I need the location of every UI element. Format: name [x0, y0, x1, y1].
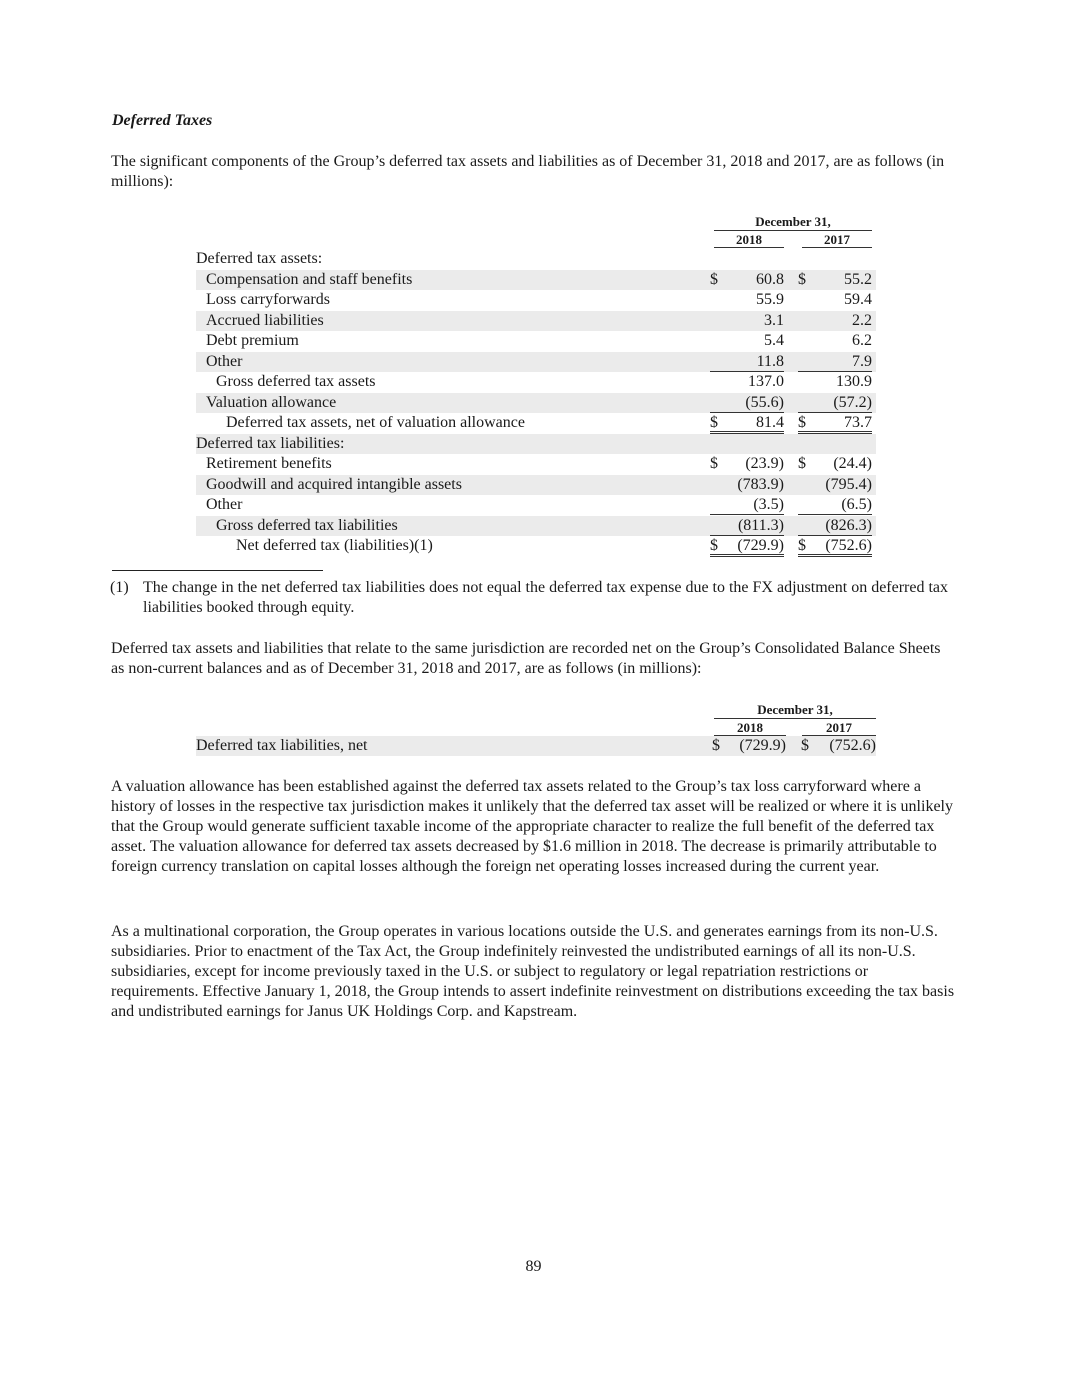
value-cell-2018	[710, 536, 784, 557]
table-row	[196, 495, 876, 515]
table-row	[196, 475, 876, 495]
row-label: Deferred tax liabilities:	[196, 434, 345, 452]
amount: (795.4)	[825, 475, 872, 493]
amount: (3.5)	[753, 496, 784, 513]
value-cell-2017	[798, 475, 872, 495]
value-cell-2018	[710, 270, 784, 290]
value-cell-2017	[801, 736, 876, 756]
currency-symbol: $	[710, 455, 718, 472]
amount: (24.4)	[833, 455, 872, 472]
currency-symbol: $	[798, 270, 806, 288]
value-cell-2018	[710, 290, 784, 310]
footnote	[110, 578, 955, 618]
row-label: Deferred tax assets:	[196, 250, 323, 267]
amount: (826.3)	[825, 516, 872, 534]
amount: 6.2	[852, 332, 872, 349]
row-label: Deferred tax liabilities, net	[196, 737, 368, 754]
row-label: Loss carryforwards	[206, 291, 330, 308]
value-cell-2018	[710, 331, 784, 351]
table2-col-2017: 2017	[826, 720, 852, 735]
table-row	[196, 536, 876, 556]
amount: 73.7	[844, 414, 872, 431]
value-cell-2018	[710, 393, 784, 413]
amount: 2.2	[852, 311, 872, 329]
currency-symbol: $	[798, 455, 806, 472]
value-cell-2018	[710, 413, 784, 434]
table-row	[196, 331, 876, 351]
row-label: Debt premium	[206, 332, 299, 349]
amount: 55.2	[844, 270, 872, 288]
value-cell-2018	[710, 352, 784, 372]
table-row	[196, 413, 876, 433]
value-cell-2018	[710, 495, 784, 515]
amount: (23.9)	[745, 455, 784, 472]
amount: (729.9)	[737, 537, 784, 554]
amount: 60.8	[756, 270, 784, 288]
amount: (55.6)	[745, 393, 784, 411]
amount: 55.9	[756, 291, 784, 308]
row-label: Goodwill and acquired intangible assets	[206, 475, 462, 493]
value-cell-2017	[798, 536, 872, 557]
currency-symbol: $	[710, 414, 718, 431]
row-label: Deferred tax assets, net of valuation allowance	[226, 414, 525, 431]
currency-symbol: $	[712, 737, 720, 754]
row-label: Other	[206, 496, 243, 513]
amount: (783.9)	[737, 475, 784, 493]
row-label: Valuation allowance	[206, 393, 337, 411]
row-label: Net deferred tax (liabilities)(1)	[236, 537, 433, 554]
reinvestment-paragraph: As a multinational corporation, the Group operates in various locations outside the U.S. and generates earnings from its non-U.S. subsidiaries. Prior to enactment of the Tax Act, the Group indefinitely reinvested the undistributed earnings of all its non-U.S. subsidiaries, except for income previously taxed in the U.S. or subject to regulatory or legal repatriation restrictions or requirements. Effective January 1, 2018, the Group intends to assert indefinite reinvestment on distributions exceeding the tax basis and undistributed earnings for Janus UK Holdings Corp. and Kapstream.	[111, 923, 955, 1020]
footnote-rule	[112, 570, 323, 571]
currency-symbol: $	[798, 414, 806, 431]
amount: 5.4	[764, 332, 784, 349]
footnote-marker: (1)	[110, 579, 129, 596]
row-label: Compensation and staff benefits	[206, 270, 413, 288]
footnote-text: The change in the net deferred tax liabilities does not equal the deferred tax expense due to the FX adjustment on deferred tax liabilities booked through equity.	[143, 579, 949, 616]
row-label: Gross deferred tax assets	[216, 373, 376, 390]
currency-symbol: $	[798, 537, 806, 554]
amount: (729.9)	[739, 737, 786, 754]
value-cell-2017	[798, 311, 872, 331]
table-row	[196, 393, 876, 413]
value-cell-2017	[798, 331, 872, 351]
value-cell-2018	[710, 454, 784, 474]
row-label: Gross deferred tax liabilities	[216, 516, 398, 534]
table-row	[196, 454, 876, 474]
amount: 81.4	[756, 414, 784, 431]
currency-symbol: $	[801, 737, 809, 754]
table-row	[196, 249, 876, 269]
currency-symbol: $	[710, 537, 718, 554]
table-row	[196, 290, 876, 310]
value-cell-2017	[798, 454, 872, 474]
amount: (752.6)	[825, 537, 872, 554]
value-cell-2018	[710, 516, 784, 536]
value-cell-2017	[798, 495, 872, 515]
value-cell-2018	[710, 372, 784, 392]
table-row	[196, 311, 876, 331]
table-row	[196, 270, 876, 290]
table2-header-group: December 31,	[757, 702, 833, 717]
amount: 137.0	[748, 373, 784, 390]
amount: 11.8	[756, 352, 784, 370]
value-cell-2017	[798, 270, 872, 290]
table2-col-2018: 2018	[737, 720, 763, 735]
value-cell-2017	[798, 393, 872, 413]
value-cell-2017	[798, 413, 872, 434]
valuation-allowance-paragraph: A valuation allowance has been established against the deferred tax assets related to the Group’s tax loss carryforward where a history of losses in the respective tax jurisdiction makes it unlikely that the deferred tax asset will be realized or where it is unlikely that the Group would generate sufficient taxable income of the appropriate character to realize the full benefit of the deferred tax asset. The valuation allowance for deferred tax assets decreased by $1.6 million in 2018. The decrease is primarily attributable to foreign currency translation on capital losses although the foreign net operating losses increased during the current year.	[111, 778, 953, 875]
amount: 3.1	[764, 311, 784, 329]
section-heading: Deferred Taxes	[112, 112, 213, 129]
row-label: Other	[206, 352, 243, 370]
table-row	[196, 434, 876, 454]
value-cell-2017	[798, 352, 872, 372]
table1-col-2017: 2017	[824, 232, 850, 247]
amount: 59.4	[844, 291, 872, 308]
amount: 7.9	[852, 352, 872, 370]
value-cell-2018	[712, 736, 786, 756]
table1-col-2018: 2018	[736, 232, 762, 247]
table-row	[196, 352, 876, 372]
row-label: Retirement benefits	[206, 455, 332, 472]
amount: (6.5)	[841, 496, 872, 513]
value-cell-2017	[798, 290, 872, 310]
value-cell-2017	[798, 516, 872, 536]
table1-header-group: December 31,	[755, 214, 831, 229]
intro-paragraph: The significant components of the Group’s deferred tax assets and liabilities as of December 31, 2018 and 2017, are as follows (in millions):	[111, 153, 945, 190]
amount: (752.6)	[829, 737, 876, 754]
currency-symbol: $	[710, 270, 718, 288]
table-row	[196, 516, 876, 536]
table-row	[196, 736, 876, 756]
value-cell-2018	[710, 311, 784, 331]
amount: (57.2)	[833, 393, 872, 411]
net-balance-paragraph: Deferred tax assets and liabilities that relate to the same jurisdiction are recorded net on the Group’s Consolidated Balance Sheets as non-current balances and as of December 31, 2018 and 2017, are as follows (in millions):	[111, 640, 941, 677]
amount: (811.3)	[737, 516, 784, 534]
value-cell-2017	[798, 372, 872, 392]
value-cell-2018	[710, 475, 784, 495]
table-row	[196, 372, 876, 392]
amount: 130.9	[836, 373, 872, 390]
row-label: Accrued liabilities	[206, 311, 324, 329]
page-number: 89	[525, 1258, 542, 1275]
